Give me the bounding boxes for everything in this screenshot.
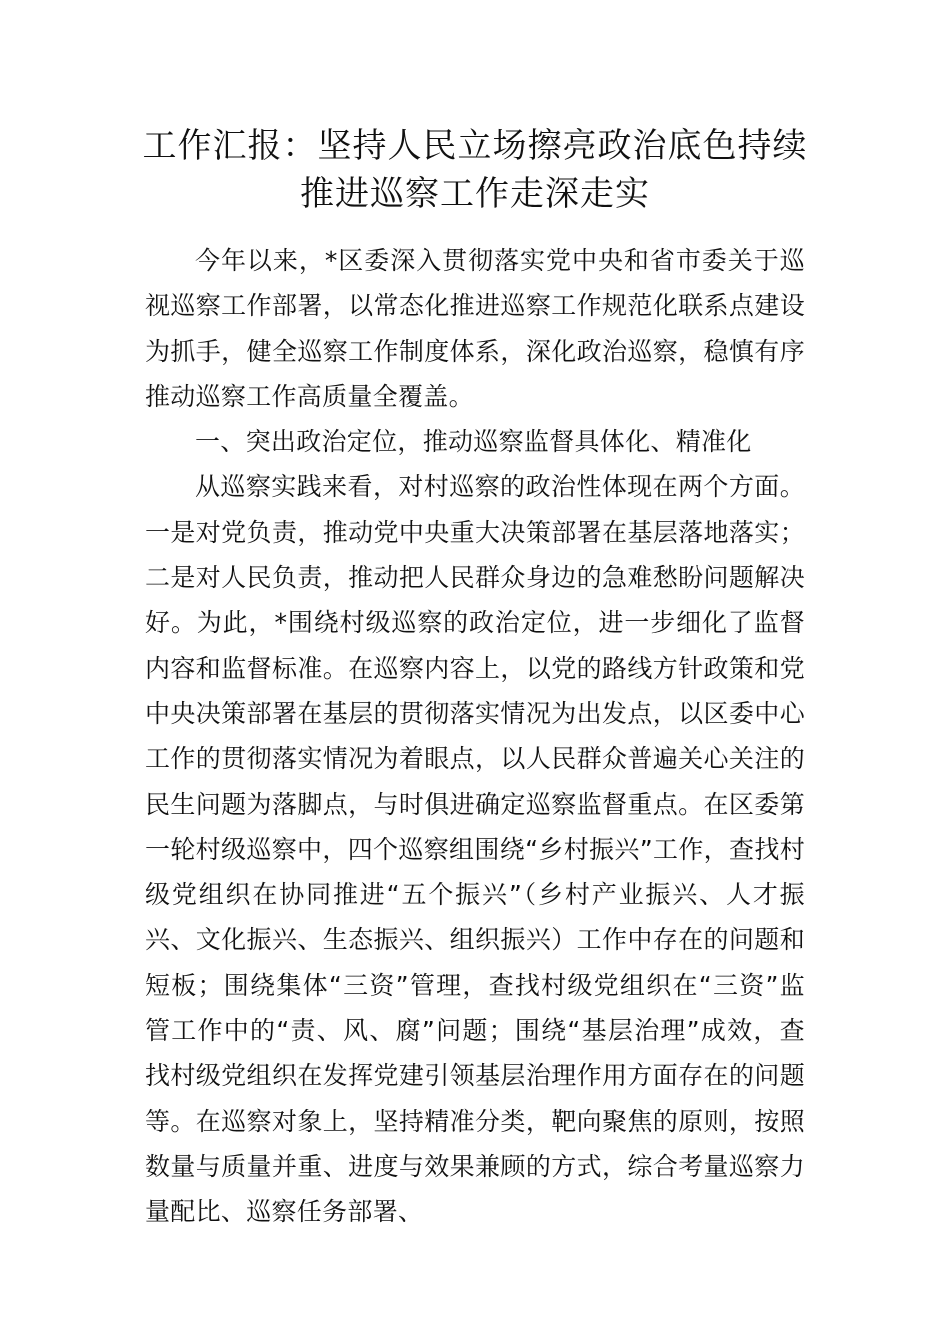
document-body <box>145 238 805 1235</box>
document-title: 工作汇报：坚持人民立场擦亮政治底色持续推进巡察工作走深走实 <box>142 126 808 214</box>
section-heading-1: 一、突出政治定位，推动巡察监督具体化、精准化 <box>195 427 752 457</box>
paragraph-section-1: 从巡察实践来看，对村巡察的政治性体现在两个方面。一是对党负责，推动党中央重大决策部署在基层落地落实；二是对人民负责，推动把人民群众身边的急难愁盼问题解决好。为此，*围绕村级巡察的政治定位，进一步细化了监督内容和监督标准。在巡察内容上，以党的路线方针政策和党中央决策部署在基层的贯彻落实情况为出发点，以区委中心工作的贯彻落实情况为着眼点，以人民群众普遍关心关注的民生问题为落脚点，与时俱进确定巡察监督重点。在区委第一轮村级巡察中，四个巡察组围绕“乡村振兴”工作，查找村级党组织在协同推进“五个振兴”（乡村产业振兴、人才振兴、文化振兴、生态振兴、组织振兴）工作中存在的问题和短板；围绕集体“三资”管理，查找村级党组织在“三资”监管工作中的“责、风、腐”问题；围绕“基层治理”成效，查找村级党组织在发挥党建引领基层治理作用方面存在的问题等。在巡察对象上，坚持精准分类，靶向聚焦的原则，按照数量与质量并重、进度与效果兼顾的方式，综合考量巡察力量配比、巡察任务部署、 <box>145 472 805 1227</box>
paragraph-intro: 今年以来，*区委深入贯彻落实党中央和省市委关于巡视巡察工作部署，以常态化推进巡察工作规范化联系点建设为抓手，健全巡察工作制度体系，深化政治巡察，稳慎有序推动巡察工作高质量全覆盖。 <box>145 246 805 411</box>
